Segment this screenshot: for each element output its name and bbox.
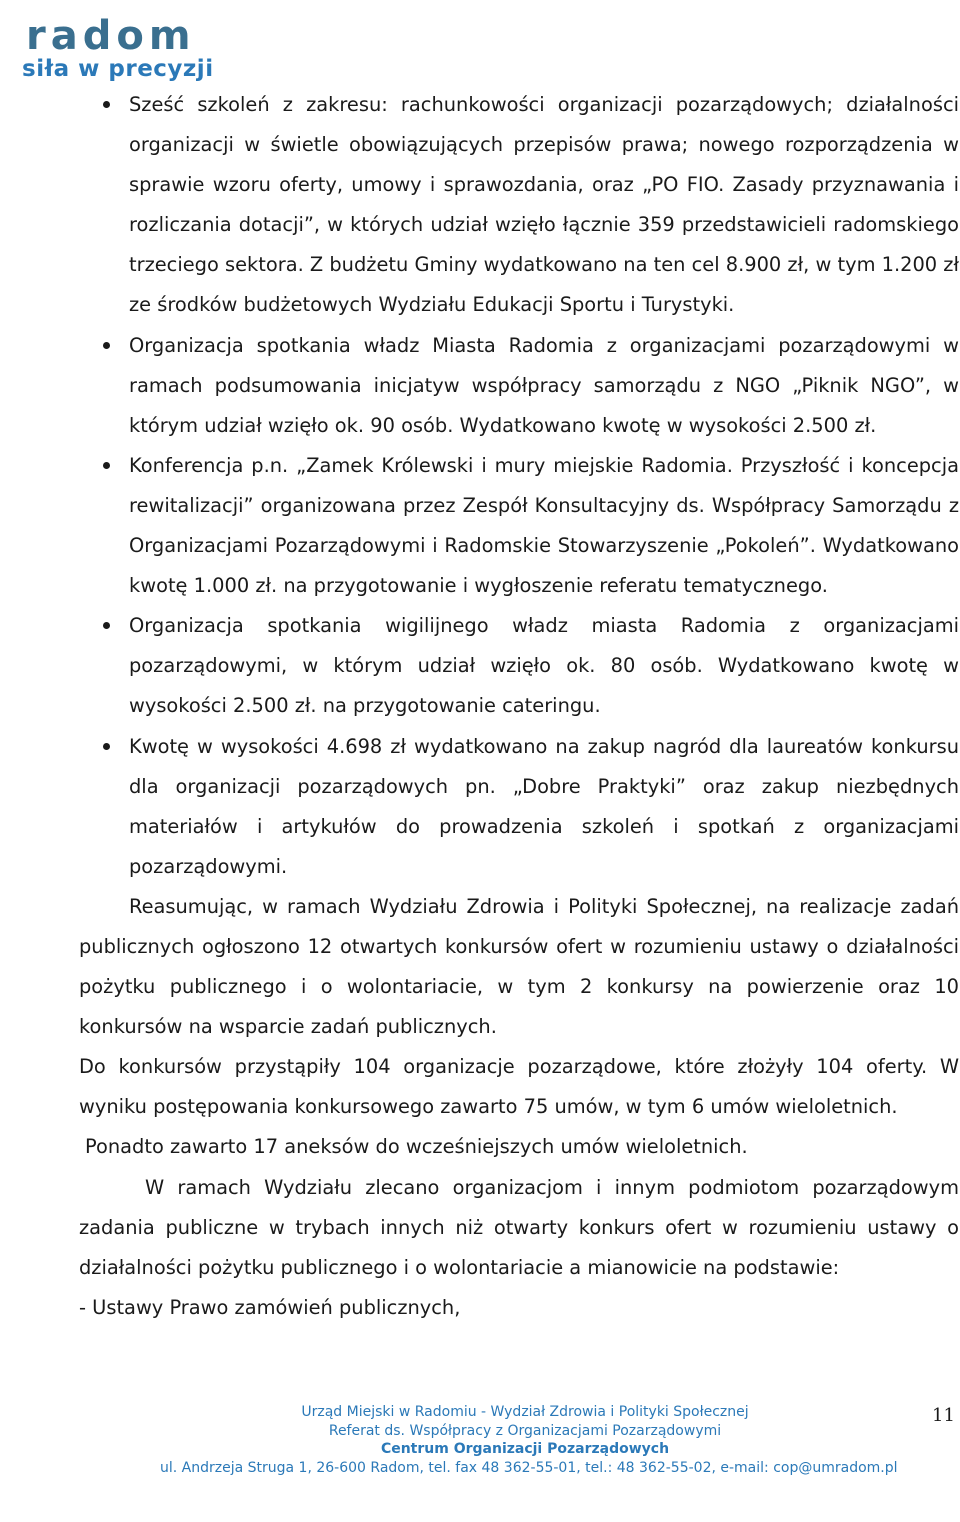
footer-department: Referat ds. Współpracy z Organizacjami Pozarządowymi — [328, 1422, 722, 1439]
page-number: 11 — [932, 1405, 955, 1426]
list-item: Organizacja spotkania wigilijnego władz miasta Radomia z organizacjami pozarządowymi, w którym udział wzięło ok. 80 osób. Wydatkowano kwotę w wysokości 2.500 zł. na przygotowanie cateringu. — [79, 606, 959, 726]
paragraph-annexes: Ponadto zawarto 17 aneksów do wcześniejszych umów wieloletnich. — [85, 1135, 748, 1159]
paragraph-other-modes: W ramach Wydziału zlecano organizacjom i innym podmiotom pozarządowym zadania publiczne w trybach innych niż otwarty konkurs ofert w rozumieniu ustawy o działalności pożytku publicznego i o wolontariacie a mianowicie na podstawie: — [79, 1175, 959, 1279]
radom-logo — [20, 14, 220, 84]
bullet-list — [79, 85, 959, 887]
paragraph-offers: Do konkursów przystąpiły 104 organizacje pozarządowe, które złożyły 104 oferty. W wyniku postępowania konkursowego zawarto 75 umów, w tym 6 umów wieloletnich. — [79, 1055, 959, 1119]
paragraph-summary: Reasumując, w ramach Wydziału Zdrowia i Polityki Społecznej, na realizacje zadań publicznych ogłoszono 12 otwartych konkursów ofert w rozumieniu ustawy o działalności pożytku publicznego i o wolontariacie, w tym 2 konkursy na powierzenie oraz 10 konkursów na wsparcie zadań publicznych. — [79, 894, 959, 1039]
list-item: Konferencja p.n. „Zamek Królewski i mury miejskie Radomia. Przyszłość i koncepcja rewitalizacji” organizowana przez Zespół Konsultacyjny ds. Współpracy Samorządu z Organizacjami Pozarządowymi i Radomskie Stowarzyszenie „Pokoleń”. Wydatkowano kwotę 1.000 zł. na przygotowanie i wygłoszenie referatu tematycznego. — [79, 446, 959, 606]
page-footer — [160, 1403, 898, 1477]
footer-center: Centrum Organizacji Pozarządowych — [380, 1441, 670, 1457]
paragraph-law: - Ustawy Prawo zamówień publicznych, — [79, 1295, 461, 1319]
list-item: Kwotę w wysokości 4.698 zł wydatkowano na zakup nagród dla laureatów konkursu dla organizacji pozarządowych pn. „Dobre Praktyki” oraz zakup niezbędnych materiałów i artykułów do prowadzenia szkoleń i spotkań z organizacjami pozarządowymi. — [79, 727, 959, 887]
document-body — [79, 85, 959, 1328]
logo-tagline: siła w precyzji — [22, 56, 214, 82]
logo-wordmark: radom — [26, 13, 196, 59]
footer-address: ul. Andrzeja Struga 1, 26-600 Radom, tel. fax 48 362-55-01, tel.: 48 362-55-02, e-mail: cop@umradom.pl — [160, 1459, 898, 1476]
footer-office: Urząd Miejski w Radomiu - Wydział Zdrowia i Polityki Społecznej — [301, 1404, 749, 1420]
list-item: Organizacja spotkania władz Miasta Radomia z organizacjami pozarządowymi w ramach podsumowania inicjatyw współpracy samorządu z NGO „Piknik NGO”, w którym udział wzięło ok. 90 osób. Wydatkowano kwotę w wysokości 2.500 zł. — [79, 326, 959, 446]
list-item: Sześć szkoleń z zakresu: rachunkowości organizacji pozarządowych; działalności organizacji w świetle obowiązujących przepisów prawa; nowego rozporządzenia w sprawie wzoru oferty, umowy i sprawozdania, oraz „PO FIO. Zasady przyznawania i rozliczania dotacji”, w których udział wzięło łącznie 359 przedstawicieli radomskiego trzeciego sektora. Z budżetu Gminy wydatkowano na ten cel 8.900 zł, w tym 1.200 zł ze środków budżetowych Wydziału Edukacji Sportu i Turystyki. — [79, 85, 959, 326]
